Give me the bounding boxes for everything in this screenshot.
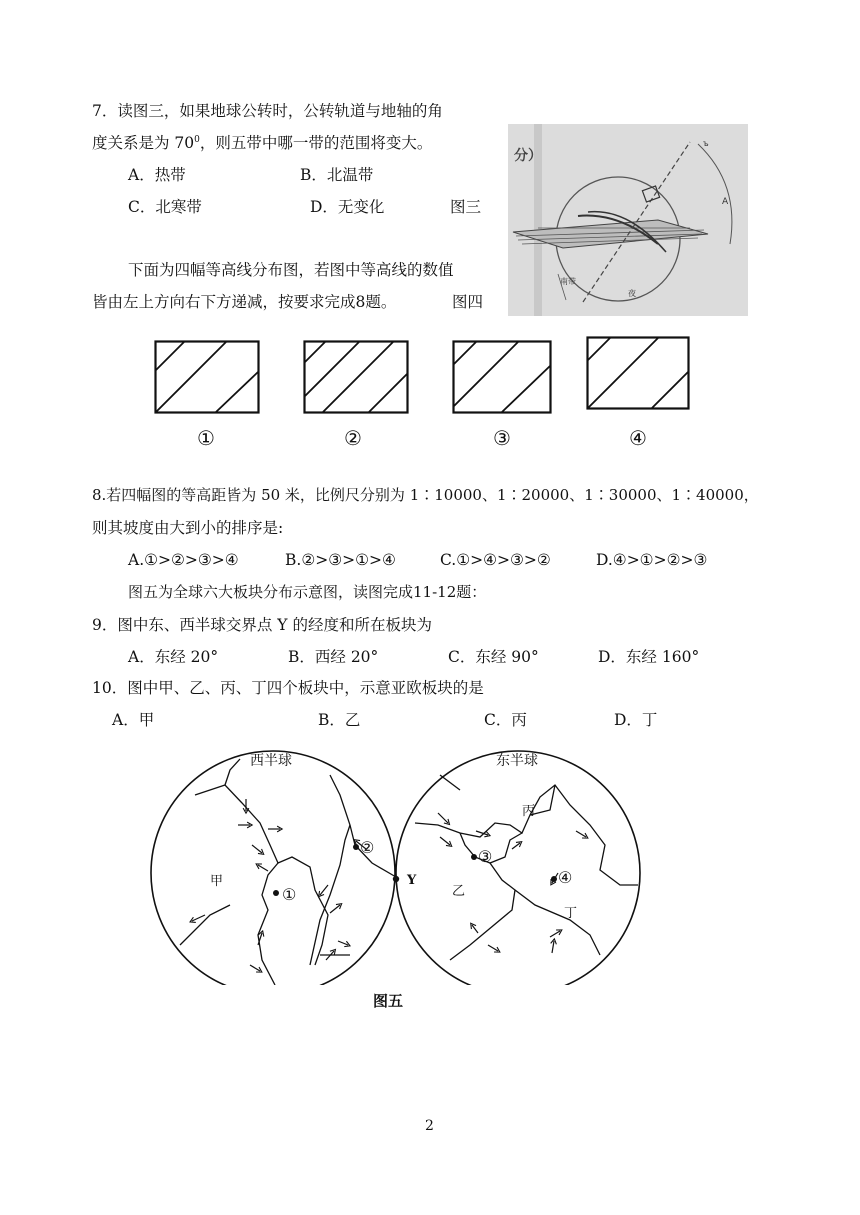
contour-map-1 [154, 340, 260, 414]
photo-label-south: 南带 [560, 277, 576, 286]
q9-intro: 图五为全球六大板块分布示意图，读图完成11-12题： [128, 583, 487, 601]
figure-4-label: 图四 [452, 293, 484, 311]
q8-intro-line1: 下面为四幅等高线分布图，若图中等高线的数值 [128, 261, 454, 279]
q9-stem: 9．图中东、西半球交界点 Y 的经度和所在板块为 [92, 616, 432, 634]
q7-stem-line2-pre: 度关系是为 70 [92, 134, 195, 153]
marker-4-label: ④ [558, 868, 573, 887]
q9-option-a: A．东经 20° [128, 648, 219, 666]
q10-option-c: C．丙 [484, 711, 527, 729]
marker-3-label: ③ [478, 847, 493, 866]
q7-stem-line1: 7．读图三，如果地球公转时，公转轨道与地轴的角 [92, 102, 443, 120]
orbit-diagram-drawing [508, 124, 748, 316]
q7-option-a: A．热带 [128, 166, 186, 184]
q8-stem-line1: 8.若四幅图的等高距皆为 50 米，比例尺分别为 1∶10000、1∶20000、1∶30000、1∶40000， [92, 486, 759, 504]
marker-4-dot [551, 876, 557, 882]
marker-2-label: ② [360, 838, 375, 857]
marker-3-dot [471, 854, 477, 860]
photo-corner-text: 分） [514, 148, 542, 164]
q8-intro-line2: 皆由左上方向右下方递减，按要求完成8题。 [92, 293, 397, 311]
plate-jia-label: 甲 [210, 874, 224, 889]
photo-label-night: 夜 [628, 289, 636, 298]
contour-map-3 [452, 340, 552, 414]
plate-yi-label: 乙 [452, 884, 466, 899]
q8-option-a: A.①>②>③>④ [128, 551, 239, 569]
marker-1-dot [273, 890, 279, 896]
q7-option-b: B．北温带 [300, 166, 374, 184]
point-y-dot [393, 876, 399, 882]
contour-map-4 [586, 336, 690, 410]
q9-option-d: D．东经 160° [598, 648, 700, 666]
contour-label-3: ③ [493, 426, 511, 450]
q7-degree-superscript: 0 [194, 135, 200, 145]
contour-label-4: ④ [629, 426, 647, 450]
western-hemisphere-title: 西半球 [250, 753, 292, 769]
contour-label-2: ② [344, 426, 362, 450]
q10-stem: 10．图中甲、乙、丙、丁四个板块中，示意亚欧板块的是 [92, 679, 484, 697]
page-number: 2 [425, 1118, 434, 1134]
eastern-hemisphere-circle [396, 751, 640, 985]
q7-option-c: C．北寒带 [128, 198, 202, 216]
q7-stem-line2-post: ，则五带中哪一带的范围将变大。 [199, 134, 433, 153]
point-y-label: Y [407, 873, 417, 888]
figure-3-label: 图三 [450, 198, 482, 216]
q9-option-b: B．西经 20° [288, 648, 379, 666]
marker-2-dot [353, 844, 359, 850]
contour-map-2 [303, 340, 409, 414]
plate-bing-label: 丙 [522, 804, 536, 819]
plate-map [150, 745, 650, 985]
q10-option-a: A．甲 [112, 711, 155, 729]
marker-1-label: ① [282, 885, 297, 904]
photo-label-b: ъ [703, 139, 709, 148]
eastern-hemisphere-title: 东半球 [496, 753, 538, 769]
contour-label-1: ① [197, 426, 215, 450]
figure-3-orbit-photo [508, 124, 748, 316]
plate-ding-label: 丁 [564, 906, 578, 921]
q8-option-b: B.②>③>①>④ [285, 551, 396, 569]
q7-stem-line2 [92, 136, 432, 152]
q9-option-c: C．东经 90° [448, 648, 539, 666]
q8-stem-line2: 则其坡度由大到小的排序是: [92, 519, 284, 537]
q8-option-c: C.①>④>③>② [440, 551, 551, 569]
q10-option-b: B．乙 [318, 711, 361, 729]
figure-5-caption: 图五 [373, 992, 404, 1010]
q8-option-d: D.④>①>②>③ [596, 551, 708, 569]
q10-option-d: D．丁 [614, 711, 658, 729]
q7-option-d: D．无变化 [310, 198, 385, 216]
photo-label-a: A [722, 197, 729, 207]
